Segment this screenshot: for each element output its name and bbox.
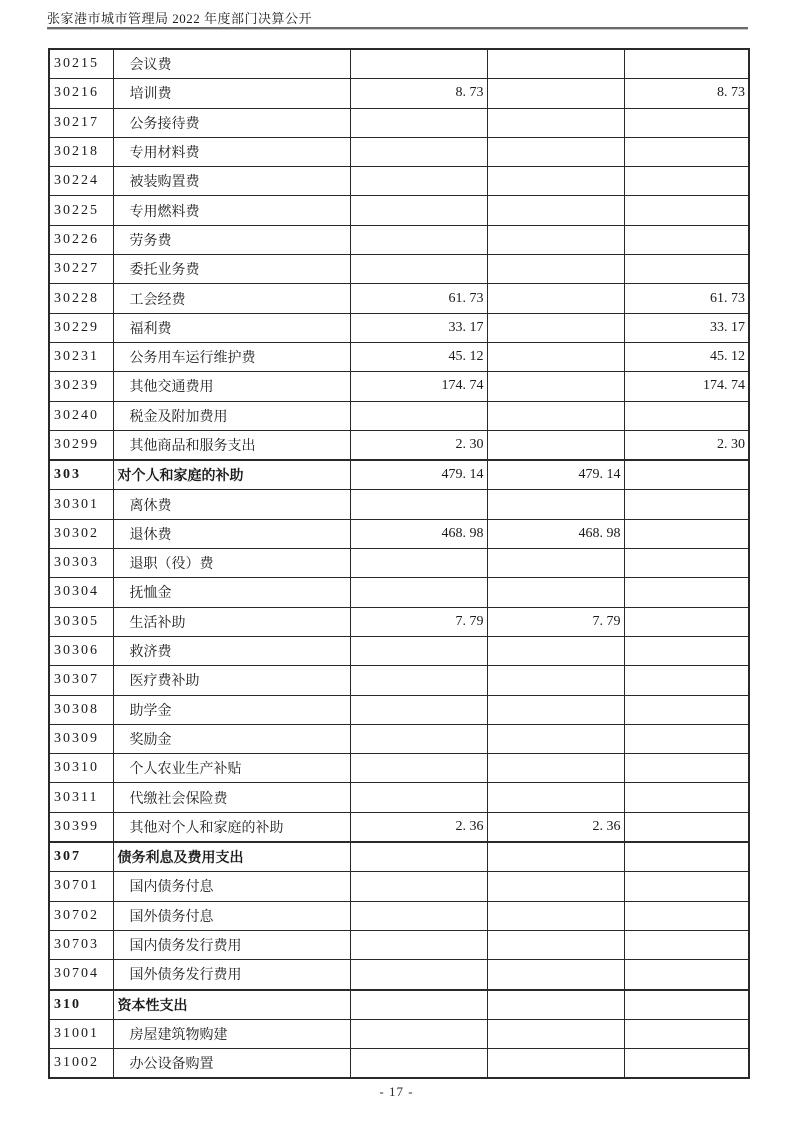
table-row [49, 990, 749, 1020]
row-value-3 [624, 167, 749, 196]
row-code: 30217 [49, 108, 113, 137]
row-value-1 [350, 255, 487, 284]
table-row [49, 225, 749, 254]
row-name: 代缴社会保险费 [113, 783, 350, 812]
row-value-3 [624, 1049, 749, 1079]
table-row [49, 519, 749, 548]
header-divider [47, 27, 748, 30]
row-value-3 [624, 549, 749, 578]
row-name: 国外债务发行费用 [113, 960, 350, 990]
row-value-2 [487, 754, 624, 783]
row-value-1 [350, 783, 487, 812]
row-value-1: 2. 36 [350, 812, 487, 842]
row-code: 30227 [49, 255, 113, 284]
row-name: 工会经费 [113, 284, 350, 313]
row-value-3 [624, 783, 749, 812]
table-row [49, 842, 749, 872]
row-value-3 [624, 724, 749, 753]
row-value-1 [350, 930, 487, 959]
page-number: - 17 - [379, 1084, 414, 1099]
row-code: 30702 [49, 901, 113, 930]
row-code: 30215 [49, 49, 113, 79]
row-code: 30304 [49, 578, 113, 607]
row-code: 30216 [49, 79, 113, 108]
row-code: 30309 [49, 724, 113, 753]
row-value-2 [487, 1019, 624, 1048]
table-row [49, 167, 749, 196]
row-name: 税金及附加费用 [113, 401, 350, 430]
row-name: 债务利息及费用支出 [113, 842, 350, 872]
row-code: 30306 [49, 636, 113, 665]
row-value-2 [487, 313, 624, 342]
row-value-3 [624, 137, 749, 166]
row-name: 离休费 [113, 490, 350, 519]
row-code: 31002 [49, 1049, 113, 1079]
row-value-2 [487, 225, 624, 254]
row-value-1 [350, 724, 487, 753]
row-value-2 [487, 783, 624, 812]
row-value-3 [624, 578, 749, 607]
table-row [49, 490, 749, 519]
row-value-1: 61. 73 [350, 284, 487, 313]
row-name: 办公设备购置 [113, 1049, 350, 1079]
table-row [49, 607, 749, 636]
row-code: 30240 [49, 401, 113, 430]
row-value-2: 2. 36 [487, 812, 624, 842]
row-value-2: 7. 79 [487, 607, 624, 636]
row-name: 其他交通费用 [113, 372, 350, 401]
row-value-1: 7. 79 [350, 607, 487, 636]
row-code: 30308 [49, 695, 113, 724]
row-value-1 [350, 1019, 487, 1048]
row-name: 房屋建筑物购建 [113, 1019, 350, 1048]
table-row [49, 313, 749, 342]
row-value-3 [624, 490, 749, 519]
table-row [49, 342, 749, 371]
row-value-1 [350, 108, 487, 137]
row-value-2 [487, 108, 624, 137]
table-row [49, 108, 749, 137]
row-value-2 [487, 990, 624, 1020]
row-code: 30299 [49, 430, 113, 460]
row-value-2: 479. 14 [487, 460, 624, 490]
table-row [49, 812, 749, 842]
row-code: 307 [49, 842, 113, 872]
row-code: 310 [49, 990, 113, 1020]
row-name: 其他对个人和家庭的补助 [113, 812, 350, 842]
row-code: 303 [49, 460, 113, 490]
row-code: 30305 [49, 607, 113, 636]
row-value-1: 2. 30 [350, 430, 487, 460]
row-code: 31001 [49, 1019, 113, 1048]
row-value-1 [350, 49, 487, 79]
row-value-2 [487, 695, 624, 724]
table-row [49, 372, 749, 401]
row-value-1 [350, 960, 487, 990]
row-value-1 [350, 490, 487, 519]
table-row [49, 137, 749, 166]
expenditure-table-body [49, 49, 749, 1078]
table-row [49, 196, 749, 225]
row-name: 会议费 [113, 49, 350, 79]
row-value-1 [350, 901, 487, 930]
row-name: 福利费 [113, 313, 350, 342]
row-value-1 [350, 1049, 487, 1079]
row-code: 30225 [49, 196, 113, 225]
row-value-1 [350, 636, 487, 665]
row-value-3 [624, 401, 749, 430]
table-row [49, 695, 749, 724]
table-row [49, 460, 749, 490]
row-value-3 [624, 636, 749, 665]
row-code: 30231 [49, 342, 113, 371]
row-value-2 [487, 724, 624, 753]
row-value-3: 61. 73 [624, 284, 749, 313]
row-name: 被装购置费 [113, 167, 350, 196]
row-value-2 [487, 842, 624, 872]
table-row [49, 872, 749, 901]
row-value-1: 468. 98 [350, 519, 487, 548]
row-code: 30224 [49, 167, 113, 196]
row-name: 国内债务发行费用 [113, 930, 350, 959]
row-value-1: 479. 14 [350, 460, 487, 490]
page-title: 张家港市城市管理局 2022 年度部门决算公开 [47, 11, 313, 26]
table-row [49, 754, 749, 783]
row-value-3 [624, 872, 749, 901]
expenditure-table [48, 48, 750, 1079]
row-code: 30229 [49, 313, 113, 342]
table-row [49, 930, 749, 959]
row-value-1 [350, 666, 487, 695]
table-row [49, 49, 749, 79]
row-name: 劳务费 [113, 225, 350, 254]
row-value-3 [624, 812, 749, 842]
row-value-2 [487, 372, 624, 401]
page-footer [0, 1084, 793, 1100]
table-row [49, 783, 749, 812]
row-value-3 [624, 960, 749, 990]
row-value-1: 174. 74 [350, 372, 487, 401]
table-row [49, 960, 749, 990]
row-name: 对个人和家庭的补助 [113, 460, 350, 490]
row-value-3 [624, 990, 749, 1020]
row-name: 资本性支出 [113, 990, 350, 1020]
row-value-3 [624, 607, 749, 636]
table-row [49, 724, 749, 753]
row-name: 培训费 [113, 79, 350, 108]
row-value-1 [350, 578, 487, 607]
row-value-3 [624, 695, 749, 724]
table-row [49, 901, 749, 930]
table-row [49, 401, 749, 430]
row-value-2 [487, 255, 624, 284]
row-value-2 [487, 636, 624, 665]
row-value-3 [624, 225, 749, 254]
row-code: 30703 [49, 930, 113, 959]
row-value-2 [487, 342, 624, 371]
row-value-2 [487, 401, 624, 430]
row-value-3: 174. 74 [624, 372, 749, 401]
row-value-3 [624, 196, 749, 225]
row-code: 30310 [49, 754, 113, 783]
table-row [49, 666, 749, 695]
row-value-1 [350, 842, 487, 872]
row-name: 国内债务付息 [113, 872, 350, 901]
row-value-3 [624, 842, 749, 872]
row-value-2 [487, 49, 624, 79]
row-name: 国外债务付息 [113, 901, 350, 930]
row-value-3 [624, 108, 749, 137]
row-value-1: 45. 12 [350, 342, 487, 371]
row-name: 其他商品和服务支出 [113, 430, 350, 460]
row-code: 30704 [49, 960, 113, 990]
table-row [49, 284, 749, 313]
row-name: 专用燃料费 [113, 196, 350, 225]
row-value-2 [487, 167, 624, 196]
row-value-3 [624, 460, 749, 490]
row-name: 公务接待费 [113, 108, 350, 137]
row-value-2 [487, 430, 624, 460]
row-value-2 [487, 930, 624, 959]
row-code: 30302 [49, 519, 113, 548]
row-value-2 [487, 1049, 624, 1079]
table-row [49, 430, 749, 460]
row-value-1: 33. 17 [350, 313, 487, 342]
table-row [49, 255, 749, 284]
table-row [49, 636, 749, 665]
row-value-1 [350, 754, 487, 783]
row-value-3: 33. 17 [624, 313, 749, 342]
row-name: 抚恤金 [113, 578, 350, 607]
row-value-3 [624, 519, 749, 548]
row-value-1: 8. 73 [350, 79, 487, 108]
row-value-3: 45. 12 [624, 342, 749, 371]
row-value-3 [624, 901, 749, 930]
row-value-1 [350, 872, 487, 901]
row-value-3 [624, 754, 749, 783]
row-value-2 [487, 196, 624, 225]
row-name: 助学金 [113, 695, 350, 724]
row-value-3 [624, 666, 749, 695]
row-name: 个人农业生产补贴 [113, 754, 350, 783]
row-name: 医疗费补助 [113, 666, 350, 695]
row-name: 专用材料费 [113, 137, 350, 166]
row-name: 退职（役）费 [113, 549, 350, 578]
row-code: 30218 [49, 137, 113, 166]
row-name: 公务用车运行维护费 [113, 342, 350, 371]
row-value-2 [487, 666, 624, 695]
row-value-3: 8. 73 [624, 79, 749, 108]
row-name: 奖励金 [113, 724, 350, 753]
table-row [49, 578, 749, 607]
table-row [49, 1049, 749, 1079]
row-name: 救济费 [113, 636, 350, 665]
table-row [49, 79, 749, 108]
row-value-3 [624, 49, 749, 79]
row-code: 30239 [49, 372, 113, 401]
row-value-1 [350, 549, 487, 578]
row-value-1 [350, 225, 487, 254]
row-name: 退休费 [113, 519, 350, 548]
row-code: 30303 [49, 549, 113, 578]
row-value-2 [487, 872, 624, 901]
table-row [49, 549, 749, 578]
row-value-2 [487, 901, 624, 930]
row-value-1 [350, 990, 487, 1020]
row-value-2 [487, 490, 624, 519]
row-value-3 [624, 255, 749, 284]
row-code: 30399 [49, 812, 113, 842]
row-value-2 [487, 549, 624, 578]
row-value-2: 468. 98 [487, 519, 624, 548]
row-code: 30226 [49, 225, 113, 254]
row-code: 30307 [49, 666, 113, 695]
row-value-3 [624, 930, 749, 959]
row-name: 委托业务费 [113, 255, 350, 284]
row-value-3: 2. 30 [624, 430, 749, 460]
row-code: 30301 [49, 490, 113, 519]
row-value-1 [350, 401, 487, 430]
row-value-1 [350, 167, 487, 196]
row-value-3 [624, 1019, 749, 1048]
row-name: 生活补助 [113, 607, 350, 636]
row-value-2 [487, 284, 624, 313]
row-value-2 [487, 79, 624, 108]
row-code: 30228 [49, 284, 113, 313]
row-value-2 [487, 578, 624, 607]
row-value-1 [350, 695, 487, 724]
row-value-2 [487, 137, 624, 166]
row-value-2 [487, 960, 624, 990]
row-code: 30311 [49, 783, 113, 812]
row-code: 30701 [49, 872, 113, 901]
row-value-1 [350, 196, 487, 225]
table-row [49, 1019, 749, 1048]
row-value-1 [350, 137, 487, 166]
